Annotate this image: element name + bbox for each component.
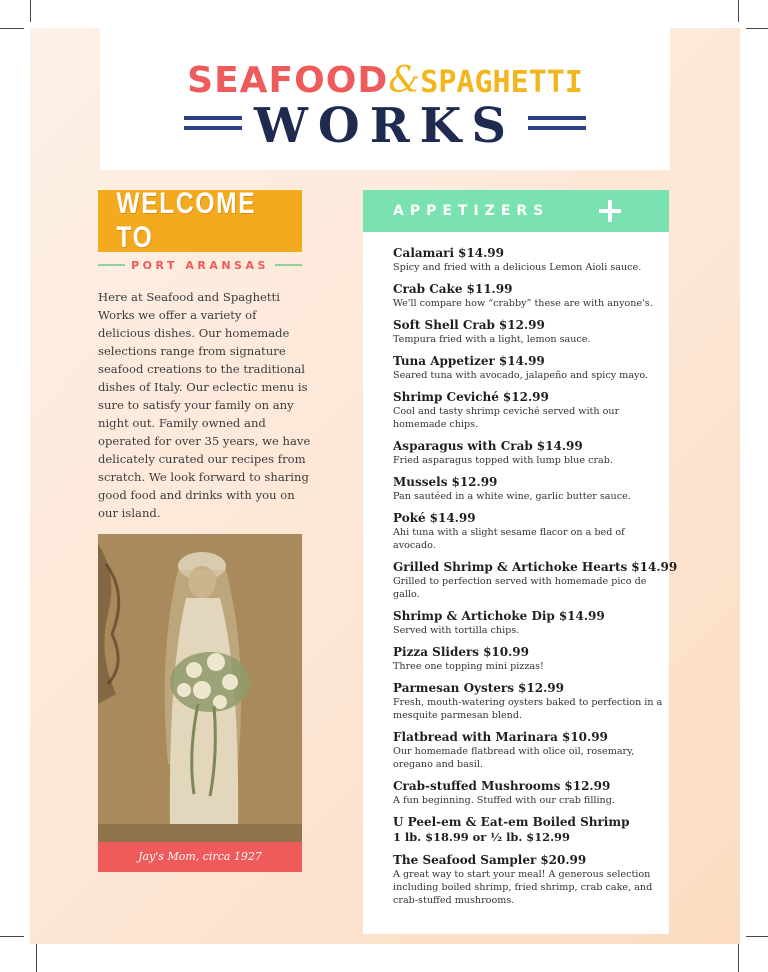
menu-item xyxy=(393,354,663,382)
menu-item-description: Served with tortilla chips. xyxy=(393,625,520,636)
menu-item-price: $12.99 xyxy=(498,318,545,332)
menu-item-title xyxy=(393,815,663,830)
menu-item-name: Soft Shell Crab xyxy=(393,318,495,332)
logo-bar-left xyxy=(184,116,242,120)
menu-item-name: Asparagus with Crab xyxy=(393,439,533,453)
menu-item-price: $14.99 xyxy=(558,609,605,623)
menu-item-title xyxy=(393,390,663,405)
menu-item xyxy=(393,511,663,552)
menu-item-title xyxy=(393,511,663,526)
menu-item-title xyxy=(393,560,678,575)
crop-mark xyxy=(36,944,37,972)
crop-mark xyxy=(30,0,31,22)
menu-item-price: $14.99 xyxy=(498,354,545,368)
menu-item-description: We'll compare how “crabby” these are with anyone's. xyxy=(393,298,653,309)
section-title: APPETIZERS xyxy=(393,203,550,219)
menu-item-description: Tempura fried with a light, lemon sauce. xyxy=(393,334,591,345)
menu-item-price: $14.99 xyxy=(536,439,583,453)
menu-item-name: Crab Cake xyxy=(393,282,463,296)
menu-item xyxy=(393,730,663,771)
menu-item-list xyxy=(393,246,678,915)
menu-item-title xyxy=(393,609,663,624)
crop-mark xyxy=(0,936,24,937)
menu-item-price: $10.99 xyxy=(483,645,529,659)
menu-item-description: A great way to start your meal! A generous selection including boiled shrimp, fried shrimp, crab cake, and crab-stuffed mushrooms. xyxy=(393,869,653,906)
menu-item-name: Shrimp & Artichoke Dip xyxy=(393,609,555,623)
menu-item-price: $12.99 xyxy=(451,475,498,489)
menu-item-description: Fresh, mouth-watering oysters baked to perfection in a mesquite parmesan blend. xyxy=(393,697,663,721)
menu-item xyxy=(393,318,663,346)
location-label: PORT ARANSAS xyxy=(131,258,269,272)
logo-header xyxy=(100,28,670,170)
crop-mark xyxy=(746,936,768,937)
logo-top-line xyxy=(100,60,670,101)
intro-paragraph: Here at Seafood and Spaghetti Works we offer a variety of delicious dishes. Our homemade selections range from signature seafood creations to the traditional dishes of Italy. Our eclectic menu is sure to satisfy your family on any night out. Family owned and operated for over 35 years, we have delicately curated our recipes from scratch. We look forward to sharing good food and drinks with you on our island. xyxy=(98,290,311,520)
menu-item xyxy=(393,779,663,807)
menu-item-price: $14.99 xyxy=(458,246,504,260)
menu-item xyxy=(393,645,663,673)
logo-ampersand: & xyxy=(388,60,421,101)
menu-item-name: Tuna Appetizer xyxy=(393,354,495,368)
menu-item-title xyxy=(393,853,663,868)
logo-spaghetti: SPAGHETTI xyxy=(420,65,583,100)
menu-item-name: Pizza Sliders xyxy=(393,645,480,659)
crop-mark xyxy=(738,0,739,22)
menu-item-title xyxy=(393,475,663,490)
menu-item xyxy=(393,853,663,907)
menu-item-name: Grilled Shrimp & Artichoke Hearts xyxy=(393,560,628,574)
menu-item-price: $14.99 xyxy=(631,560,678,574)
menu-item-description: Our homemade flatbread with olice oil, rosemary, oregano and basil. xyxy=(393,746,635,770)
crop-mark xyxy=(746,28,768,29)
menu-item xyxy=(393,282,663,310)
menu-item-title xyxy=(393,439,663,454)
logo-seafood: SEAFOOD xyxy=(187,60,389,101)
menu-item-description: Ahi tuna with a slight sesame flacor on a bed of avocado. xyxy=(393,527,625,551)
menu-item xyxy=(393,475,663,503)
menu-item-title xyxy=(393,354,663,369)
menu-item-title xyxy=(393,282,663,297)
menu-item xyxy=(393,246,663,274)
menu-item xyxy=(393,609,663,637)
divider xyxy=(98,264,125,266)
menu-item-price: $14.99 xyxy=(429,511,476,525)
menu-item xyxy=(393,681,663,722)
menu-item-name: Poké xyxy=(393,511,426,525)
appetizers-header xyxy=(363,190,669,232)
menu-item-price: $12.99 xyxy=(502,390,549,404)
menu-item-description: Three one topping mini pizzas! xyxy=(393,661,544,672)
vintage-photo xyxy=(98,534,302,842)
menu-item-price: $10.99 xyxy=(561,730,608,744)
menu-item xyxy=(393,390,663,431)
menu-item-description: Grilled to perfection served with homemade pico de gallo. xyxy=(393,576,647,600)
bride-photo-icon xyxy=(98,534,302,842)
menu-item-title xyxy=(393,645,663,660)
menu-page xyxy=(30,28,740,944)
menu-item xyxy=(393,560,678,601)
menu-item-description: Seared tuna with avocado, jalapeño and spicy mayo. xyxy=(393,370,649,381)
menu-item-title xyxy=(393,730,663,745)
menu-item-name: Calamari xyxy=(393,246,455,260)
logo-works: WORKS xyxy=(254,98,516,154)
menu-item-name: Crab-stuffed Mushrooms xyxy=(393,779,561,793)
menu-item-description: 1 lb. $18.99 or ½ lb. $12.99 xyxy=(393,830,570,844)
menu-item-description: Cool and tasty shrimp ceviché served with our homemade chips. xyxy=(393,406,620,430)
menu-item-title xyxy=(393,779,663,794)
menu-item xyxy=(393,439,663,467)
photo-caption: Jay's Mom, circa 1927 xyxy=(98,842,302,872)
menu-item-price: $12.99 xyxy=(564,779,611,793)
logo-bar-right xyxy=(528,126,586,130)
divider xyxy=(275,264,302,266)
welcome-banner xyxy=(98,187,302,254)
menu-item-title xyxy=(393,681,663,696)
crop-mark xyxy=(738,944,739,972)
menu-item-price: $12.99 xyxy=(518,681,564,695)
logo-works-row xyxy=(100,98,670,154)
menu-item-title xyxy=(393,318,663,333)
crop-mark xyxy=(0,28,24,29)
menu-item-name: Parmesan Oysters xyxy=(393,681,515,695)
menu-item-description: Pan sautéed in a white wine, garlic butter sauce. xyxy=(393,491,631,502)
menu-item-name: Mussels xyxy=(393,475,448,489)
menu-item-name: The Seafood Sampler xyxy=(393,853,537,867)
plus-icon xyxy=(599,200,621,222)
menu-item-title xyxy=(393,246,663,261)
logo-bar-right xyxy=(528,116,586,120)
logo-bar-left xyxy=(184,126,242,130)
menu-item-price: $20.99 xyxy=(540,853,587,867)
menu-item-price: $11.99 xyxy=(466,282,513,296)
menu-item xyxy=(393,815,663,845)
welcome-title: WELCOME TO xyxy=(116,187,257,254)
appetizers-menu xyxy=(363,232,678,934)
menu-item-description: Fried asparagus topped with lump blue crab. xyxy=(393,455,613,466)
menu-item-description: A fun beginning. Stuffed with our crab filling. xyxy=(393,795,615,806)
location-row xyxy=(98,256,302,274)
menu-item-name: Shrimp Ceviché xyxy=(393,390,499,404)
menu-item-name: Flatbread with Marinara xyxy=(393,730,558,744)
menu-item-name: U Peel-em & Eat-em Boiled Shrimp xyxy=(393,815,630,829)
menu-item-description: Spicy and fried with a delicious Lemon Aioli sauce. xyxy=(393,262,642,273)
